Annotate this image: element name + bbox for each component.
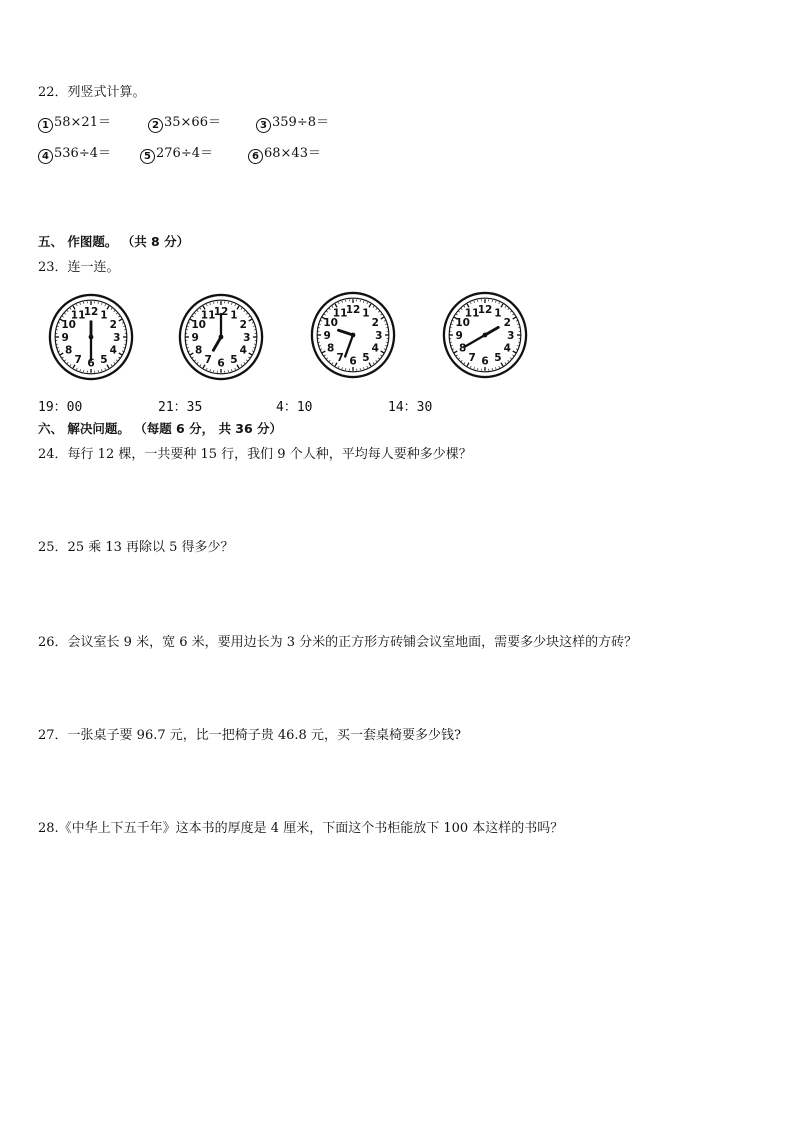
clock-tick — [363, 301, 364, 303]
clock-tick — [80, 369, 81, 371]
clock-tick — [505, 306, 506, 308]
clock-tick — [187, 347, 189, 348]
circled-number: 2 — [148, 118, 163, 133]
clock-2 — [178, 292, 264, 382]
clock-numeral: 3 — [113, 331, 121, 344]
clock-4 — [442, 290, 528, 380]
q22-item-5 — [140, 145, 213, 164]
clock-numeral: 7 — [74, 354, 82, 367]
clock-numeral: 4 — [109, 344, 117, 357]
clock-tick — [188, 351, 190, 352]
clock-tick — [326, 358, 327, 359]
clock-numeral: 9 — [323, 329, 331, 342]
clock-tick — [206, 304, 207, 306]
clock-tick — [249, 319, 252, 321]
clock-tick — [190, 353, 193, 355]
clock-tick — [385, 345, 387, 346]
circled-number: 4 — [38, 149, 53, 164]
clock-tick — [197, 310, 198, 311]
clock-numeral: 5 — [100, 354, 108, 367]
clock-tick — [57, 347, 59, 348]
clock-tick — [319, 345, 321, 346]
clock-tick — [470, 302, 471, 304]
clock-tick — [248, 357, 250, 358]
clock-tick — [452, 349, 454, 350]
clock-numeral: 6 — [87, 357, 95, 370]
clock-numeral: 2 — [109, 318, 117, 331]
clock-tick — [105, 304, 106, 306]
clock-tick — [60, 353, 63, 355]
clock-tick — [512, 314, 514, 315]
clock-tick — [367, 366, 368, 368]
clock-tick — [105, 368, 106, 370]
clock-tick — [57, 326, 59, 327]
clock-tick — [244, 310, 245, 311]
clock-numeral: 8 — [327, 342, 335, 355]
clock-tick — [458, 311, 459, 312]
clock-tick — [235, 304, 236, 306]
circled-number: 5 — [140, 149, 155, 164]
clock-center — [351, 333, 356, 338]
expression: 35×66＝ — [164, 115, 221, 130]
clock-numeral: 6 — [349, 355, 357, 368]
expression: 58×21＝ — [54, 115, 111, 130]
clock-tick — [342, 367, 343, 369]
clock-numeral: 1 — [230, 309, 238, 322]
clock-tick — [381, 351, 384, 353]
expression: 536÷4＝ — [54, 146, 111, 161]
clock-center — [483, 333, 488, 338]
clock-tick — [246, 360, 247, 361]
clock-tick — [58, 322, 60, 323]
clock-tick — [249, 353, 252, 355]
clock-numeral: 9 — [191, 331, 199, 344]
clock-tick — [192, 357, 194, 358]
clock-tick — [231, 303, 232, 305]
circled-number: 6 — [248, 149, 263, 164]
clock-face — [178, 292, 264, 382]
clock-tick — [119, 353, 122, 355]
q23-title: 23．连一连。 — [38, 260, 120, 275]
clock-tick — [505, 362, 506, 364]
clock-tick — [324, 314, 326, 315]
clock-numeral: 1 — [494, 307, 502, 320]
clock-tick — [474, 301, 475, 303]
clock-tick — [474, 367, 475, 369]
clock-tick — [123, 347, 125, 348]
clock-numeral: 6 — [217, 357, 225, 370]
minute-hand — [465, 335, 485, 346]
clock-tick — [62, 357, 64, 358]
q22-item-6 — [248, 145, 321, 164]
clock-tick — [118, 357, 120, 358]
clock-numeral: 6 — [481, 355, 489, 368]
clock-tick — [452, 320, 454, 321]
clock-numeral: 12 — [477, 304, 493, 317]
clock-tick — [114, 362, 115, 363]
clock-tick — [241, 308, 242, 310]
time-label-4: 14：30 — [388, 400, 433, 415]
clock-numeral: 8 — [195, 344, 203, 357]
clock-tick — [194, 360, 195, 361]
clock-tick — [197, 362, 198, 363]
clock-tick — [319, 324, 321, 325]
clock-tick — [253, 326, 255, 327]
clock-tick — [329, 360, 330, 361]
clock-tick — [64, 313, 65, 314]
clock-numeral: 10 — [61, 318, 76, 331]
clock-numeral: 11 — [464, 307, 480, 320]
clock-tick — [252, 322, 254, 323]
q26-text: 26．会议室长 9 米，宽 6 米，要用边长为 3 分米的正方形方砖铺会议室地面，需要多少块这样的方砖？ — [38, 635, 638, 650]
clock-tick — [123, 326, 125, 327]
clock-numeral: 4 — [503, 342, 511, 355]
clock-tick — [495, 367, 496, 369]
clock-tick — [329, 308, 330, 309]
clock-tick — [380, 355, 382, 356]
clock-tick — [456, 314, 458, 315]
clock-tick — [241, 364, 242, 366]
clock-tick — [76, 368, 77, 370]
clock-tick — [111, 364, 112, 366]
clock-numeral: 3 — [507, 329, 515, 342]
clock-tick — [116, 313, 117, 314]
clock-tick — [118, 316, 120, 317]
clock-tick — [338, 366, 339, 368]
clock-tick — [513, 351, 516, 353]
clock-tick — [451, 345, 453, 346]
clock-tick — [373, 362, 374, 364]
clock-tick — [380, 314, 382, 315]
clock-tick — [187, 326, 189, 327]
clock-face — [48, 292, 134, 382]
clock-numeral: 10 — [191, 318, 206, 331]
clock-tick — [508, 308, 509, 309]
clock-tick — [64, 360, 65, 361]
clock-tick — [495, 301, 496, 303]
clock-tick — [320, 349, 322, 350]
clock-tick — [210, 303, 211, 305]
clock-tick — [376, 308, 377, 309]
q24-text: 24．每行 12 棵，一共要种 15 行，我们 9 个人种，平均每人要种多少棵？ — [38, 447, 472, 462]
clock-tick — [373, 306, 374, 308]
clock-tick — [324, 355, 326, 356]
clock-numeral: 5 — [494, 352, 502, 365]
clock-tick — [231, 369, 232, 371]
q27-text: 27．一张桌子要 96.7 元，比一把椅子贵 46.8 元，买一套桌椅要多少钱? — [38, 728, 461, 743]
clock-tick — [461, 308, 462, 309]
clock-tick — [499, 366, 500, 368]
clock-tick — [248, 316, 250, 317]
clock-tick — [76, 304, 77, 306]
clock-tick — [320, 320, 322, 321]
clock-tick — [510, 311, 511, 312]
clock-tick — [516, 320, 518, 321]
clock-numeral: 7 — [336, 352, 344, 365]
clock-numeral: 8 — [65, 344, 73, 357]
clock-tick — [363, 367, 364, 369]
clock-tick — [188, 322, 190, 323]
clock-numeral: 11 — [200, 309, 216, 322]
clock-face — [310, 290, 396, 380]
clock-tick — [67, 310, 68, 311]
clock-tick — [513, 317, 516, 319]
clock-numeral: 2 — [371, 316, 379, 329]
clock-numeral: 10 — [455, 316, 470, 329]
clock-tick — [456, 355, 458, 356]
clock-tick — [58, 351, 60, 352]
clock-tick — [70, 364, 71, 366]
clock-numeral: 2 — [503, 316, 511, 329]
clock-tick — [499, 302, 500, 304]
clock-tick — [192, 316, 194, 317]
clock-center — [219, 335, 224, 340]
clock-tick — [517, 324, 519, 325]
time-label-3: 4：10 — [276, 400, 313, 415]
clock-tick — [464, 362, 465, 364]
clock-1 — [48, 292, 134, 382]
clock-tick — [80, 303, 81, 305]
clock-numeral: 4 — [371, 342, 379, 355]
clock-tick — [101, 369, 102, 371]
clock-numeral: 1 — [100, 309, 108, 322]
q22-item-1 — [38, 114, 111, 133]
clock-tick — [244, 362, 245, 363]
clock-tick — [378, 358, 379, 359]
clock-tick — [454, 351, 457, 353]
clock-numeral: 4 — [239, 344, 247, 357]
clock-tick — [470, 366, 471, 368]
expression: 68×43＝ — [264, 146, 321, 161]
clock-numeral: 11 — [332, 307, 348, 320]
clock-numeral: 7 — [204, 354, 212, 367]
clock-numeral: 12 — [83, 306, 99, 319]
clock-numeral: 3 — [375, 329, 383, 342]
clock-tick — [381, 317, 384, 319]
clock-tick — [62, 316, 64, 317]
circled-number: 1 — [38, 118, 53, 133]
clock-tick — [111, 308, 112, 310]
clock-tick — [326, 311, 327, 312]
q22-item-3 — [256, 114, 329, 133]
clock-numeral: 8 — [459, 342, 467, 355]
clock-tick — [206, 368, 207, 370]
clock-tick — [367, 302, 368, 304]
clock-tick — [512, 355, 514, 356]
clock-numeral: 10 — [323, 316, 338, 329]
clock-numeral: 2 — [239, 318, 247, 331]
time-label-1: 19：00 — [38, 400, 83, 415]
clock-center — [89, 335, 94, 340]
clock-tick — [385, 324, 387, 325]
clock-tick — [116, 360, 117, 361]
clock-3 — [310, 290, 396, 380]
section-5-heading: 五、 作图题。 （共 8 分） — [38, 234, 190, 249]
clock-tick — [378, 311, 379, 312]
section-6-heading: 六、 解决问题。 （每题 6 分， 共 36 分） — [38, 421, 283, 436]
clock-numeral: 11 — [70, 309, 86, 322]
clock-numeral: 5 — [230, 354, 238, 367]
clock-face — [442, 290, 528, 380]
q28-text: 28.《中华上下五千年》这本书的厚度是 4 厘米，下面这个书柜能放下 100 本这样的书吗？ — [38, 821, 564, 836]
clock-tick — [508, 360, 509, 361]
clock-tick — [384, 349, 386, 350]
clock-tick — [322, 351, 325, 353]
clock-tick — [122, 351, 124, 352]
clock-tick — [338, 302, 339, 304]
clock-numeral: 7 — [468, 352, 476, 365]
clock-tick — [114, 310, 115, 311]
clock-tick — [461, 360, 462, 361]
clock-tick — [194, 313, 195, 314]
clock-tick — [67, 362, 68, 363]
clock-tick — [253, 347, 255, 348]
clock-tick — [376, 360, 377, 361]
expression: 276÷4＝ — [156, 146, 213, 161]
clock-tick — [516, 349, 518, 350]
q22-title: 22．列竖式计算。 — [38, 85, 146, 100]
clock-tick — [451, 324, 453, 325]
clock-tick — [252, 351, 254, 352]
clock-tick — [384, 320, 386, 321]
q25-text: 25．25 乘 13 再除以 5 得多少？ — [38, 540, 234, 555]
clock-tick — [235, 368, 236, 370]
clock-tick — [510, 358, 511, 359]
clock-tick — [246, 313, 247, 314]
expression: 359÷8＝ — [272, 115, 329, 130]
clock-tick — [210, 369, 211, 371]
q22-item-2 — [148, 114, 221, 133]
minute-hand — [345, 335, 353, 357]
time-label-2: 21：35 — [158, 400, 203, 415]
clock-tick — [342, 301, 343, 303]
clock-tick — [122, 322, 124, 323]
clock-numeral: 12 — [213, 306, 229, 319]
clock-tick — [200, 364, 201, 366]
clock-numeral: 12 — [345, 304, 361, 317]
circled-number: 3 — [256, 118, 271, 133]
clock-numeral: 1 — [362, 307, 370, 320]
clock-numeral: 9 — [61, 331, 69, 344]
clock-tick — [517, 345, 519, 346]
clock-numeral: 5 — [362, 352, 370, 365]
clock-tick — [101, 303, 102, 305]
clock-tick — [458, 358, 459, 359]
clock-tick — [119, 319, 122, 321]
clock-numeral: 3 — [243, 331, 251, 344]
clock-tick — [332, 362, 333, 364]
clock-numeral: 9 — [455, 329, 463, 342]
q22-item-4 — [38, 145, 111, 164]
